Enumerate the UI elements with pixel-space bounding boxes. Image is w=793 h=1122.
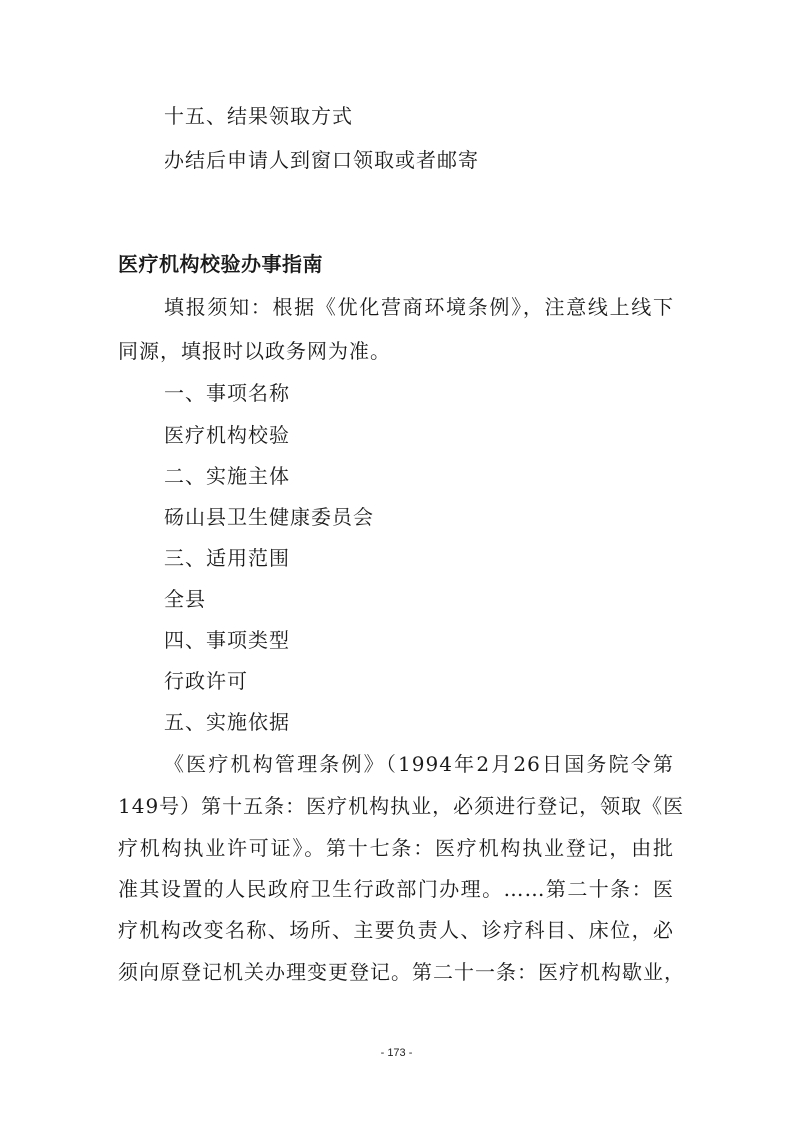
item1-text: 医疗机构校验 [164, 423, 290, 447]
notice-line-2: 同源，填报时以政务网为准。 [118, 339, 391, 363]
guide-title: 医疗机构校验办事指南 [118, 252, 323, 276]
item3-text: 全县 [164, 587, 206, 611]
basis-line-4: 准其设置的人民政府卫生行政部门办理。……第二十条：医 [118, 877, 674, 901]
notice-line-1: 填报须知：根据《优化营商环境条例》，注意线上线下 [164, 295, 674, 319]
result-method-text: 办结后申请人到窗口领取或者邮寄 [164, 148, 479, 172]
basis-line-5: 疗机构改变名称、场所、主要负责人、诊疗科目、床位，必 [118, 918, 674, 942]
basis-line-2: 149号）第十五条：医疗机构执业，必须进行登记，领取《医 [118, 794, 685, 818]
basis-line-3: 疗机构执业许可证》。第十七条：医疗机构执业登记，由批 [118, 836, 674, 860]
item3-heading: 三、适用范围 [164, 546, 290, 570]
basis-line-6: 须向原登记机关办理变更登记。第二十一条：医疗机构歇业， [118, 960, 685, 984]
basis-line-1: 《医疗机构管理条例》（1994年2月26日国务院令第 [164, 752, 674, 776]
item2-text: 砀山县卫生健康委员会 [164, 505, 374, 529]
item4-heading: 四、事项类型 [164, 628, 290, 652]
item4-text: 行政许可 [164, 669, 248, 693]
item2-heading: 二、实施主体 [164, 464, 290, 488]
item1-heading: 一、事项名称 [164, 381, 290, 405]
result-method-heading: 十五、结果领取方式 [164, 104, 353, 128]
item5-heading: 五、实施依据 [164, 710, 290, 734]
page-number: - 173 - [380, 1047, 413, 1059]
